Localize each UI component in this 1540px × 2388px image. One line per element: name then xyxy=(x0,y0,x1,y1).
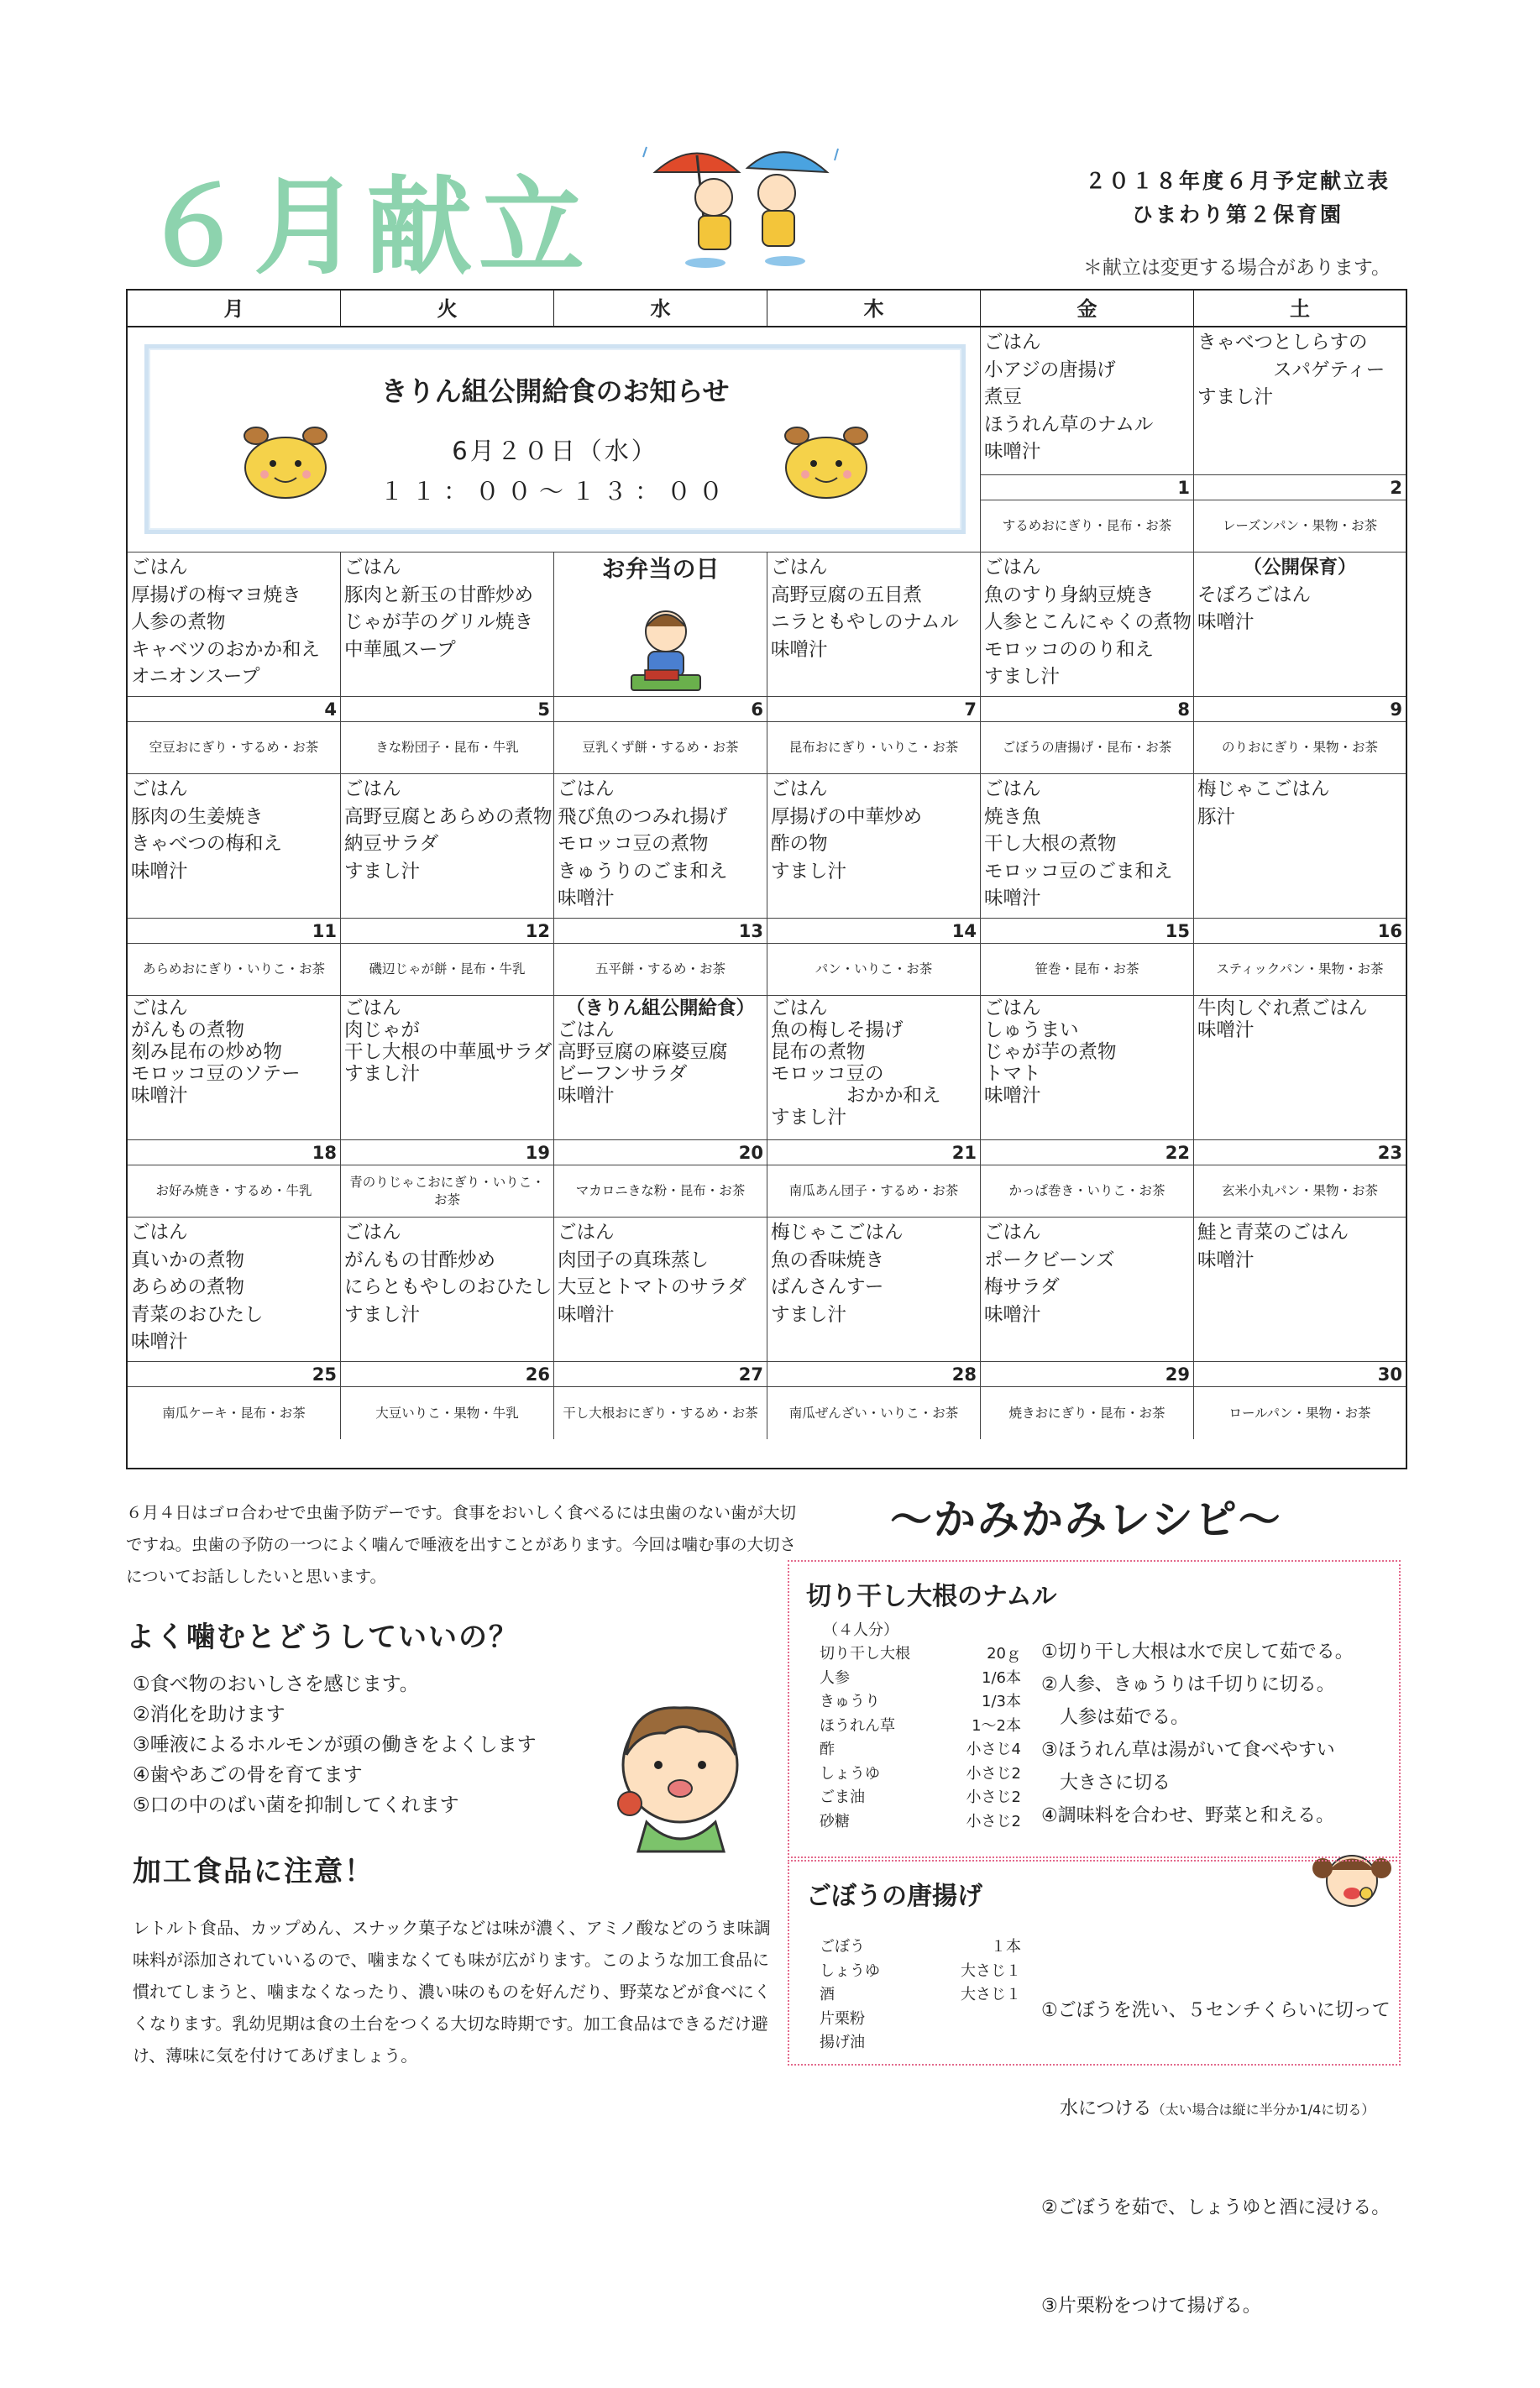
snack-text: 南瓜ケーキ・昆布・お茶 xyxy=(128,1387,341,1439)
notice-box xyxy=(144,344,966,534)
menu-items: 梅じゃこごはん 魚の香味焼き ばんさんすー すまし汁 xyxy=(771,1222,904,1326)
ingredient-quantity: 20ｇ xyxy=(987,1645,1021,1663)
ingredient-row xyxy=(820,1786,1021,1810)
snack-text: 豆乳くず餅・するめ・お茶 xyxy=(554,722,767,774)
snack-text: 干し大根おにぎり・するめ・お茶 xyxy=(554,1387,767,1439)
list-item: ①食べ物のおいしさを感じます。 xyxy=(133,1673,419,1695)
ingredient-row xyxy=(820,1762,1021,1787)
menu-items: 梅じゃこごはん 豚汁 xyxy=(1197,778,1330,828)
snack-text: 笹巻・昆布・お茶 xyxy=(981,944,1194,996)
menu-items: ごはん 高野豆腐の麻婆豆腐 ビーフンサラダ 味噌汁 xyxy=(558,1019,728,1107)
menu-cell xyxy=(981,774,1194,919)
recipe-step xyxy=(1041,2092,1391,2126)
menu-text xyxy=(1194,1218,1406,1275)
menu-heading: お弁当の日 xyxy=(601,555,720,583)
snack-text: 南瓜あん団子・するめ・お茶 xyxy=(767,1165,981,1218)
menu-cell xyxy=(341,774,554,919)
ingredient-quantity: 大さじ１ xyxy=(961,1961,1021,1980)
ingredient-row xyxy=(820,1715,1021,1739)
ingredient-quantity: 小さじ2 xyxy=(966,1812,1021,1830)
menu-cell xyxy=(128,1218,341,1362)
menu-cell xyxy=(1194,774,1406,919)
notice-title: きりん組公開給食のお知らせ xyxy=(380,375,730,407)
menu-cell xyxy=(981,996,1194,1140)
date-number: 5 xyxy=(341,697,554,722)
ingredient-name: 揚げ油 xyxy=(820,2034,865,2051)
snack-text: かっぱ巻き・いりこ・お茶 xyxy=(981,1165,1194,1218)
menu-text xyxy=(341,774,553,887)
menu-items: ごはん 厚揚げの中華炒め 酢の物 すまし汁 xyxy=(771,778,923,882)
snack-text: ロールパン・果物・お茶 xyxy=(1228,1405,1371,1421)
menu-cell xyxy=(554,774,767,919)
menu-items: ごはん 肉団子の真珠蒸し 大豆とトマトのサラダ 味噌汁 xyxy=(558,1222,746,1326)
ingredient-row xyxy=(820,1935,1021,1960)
menu-items: ごはん 真いかの煮物 あらめの煮物 青菜のおひたし 味噌汁 xyxy=(131,1222,264,1353)
ingredient-row xyxy=(820,2031,1021,2055)
eating-boy-illustration xyxy=(598,1696,762,1851)
menu-cell xyxy=(128,774,341,919)
section-heading-kamu: よく噛むとどうしていいの？ xyxy=(126,1621,519,1654)
ingredient-row xyxy=(820,1983,1021,2008)
menu-text xyxy=(1194,552,1406,638)
menu-text xyxy=(1194,996,1406,1043)
ingredient-row xyxy=(820,1642,1021,1667)
ingredient-quantity: 1/6本 xyxy=(982,1668,1021,1687)
menu-items: ごはん 焼き魚 干し大根の煮物 モロッコ豆のごま和え 味噌汁 xyxy=(984,778,1173,909)
recipe-box-namul xyxy=(788,1560,1401,1858)
menu-text xyxy=(128,1218,340,1358)
date-number: 12 xyxy=(341,919,554,944)
menu-text xyxy=(341,1218,553,1330)
menu-text xyxy=(128,774,340,887)
page-title: ６月献立 xyxy=(141,165,591,289)
menu-text xyxy=(128,552,340,693)
menu-items: ごはん 高野豆腐の五目煮 ニラともやしのナムル 味噌汁 xyxy=(771,557,959,661)
menu-items: ごはん 豚肉の生姜焼き きゃべつの梅和え 味噌汁 xyxy=(131,778,283,882)
bento-boy-illustration xyxy=(620,603,712,697)
date-number: 25 xyxy=(128,1362,341,1387)
menu-items: ごはん 飛び魚のつみれ揚げ モロッコ豆の煮物 きゅうりのごま和え 味噌汁 xyxy=(558,778,728,909)
ingredient-name: 人参 xyxy=(820,1668,850,1687)
snack-text: 五平餅・するめ・お茶 xyxy=(554,944,767,996)
snack-text: お好み焼き・するめ・牛乳 xyxy=(128,1165,341,1218)
date-number: 22 xyxy=(981,1140,1194,1165)
date-number: 14 xyxy=(767,919,981,944)
menu-items: ごはん 厚揚げの梅マヨ焼き 人参の煮物 キャベツのおかか和え オニオンスープ xyxy=(131,557,321,688)
kakou-text: レトルト食品、カップめん、スナック菓子などは味が濃く、アミノ酸などのうま味調味料が添加されていいるので、噛まなくても味が広がります。このような加工食品に慣れてしまうと、噛まなくなったり、濃い味のものを好んだり、野菜などが食べにくくなります。乳幼児期は食の土台をつくる大切な時期です。加工食品はできるだけ避け、薄味に気を付けてあげましょう。 xyxy=(133,1918,771,2066)
weekday-header: 土 xyxy=(1194,291,1406,327)
rain-children-illustration xyxy=(638,139,848,273)
ingredient-name: 酢 xyxy=(820,1741,835,1758)
menu-cell xyxy=(554,996,767,1140)
recipe-name: ごぼうの唐揚げ xyxy=(806,1882,982,1911)
menu-items: ごはん 魚のすり身納豆焼き 人参とこんにゃくの煮物 モロッコののり和え すまし汁 xyxy=(984,557,1192,688)
date-number: 21 xyxy=(767,1140,981,1165)
menu-text xyxy=(341,552,553,665)
snack-text: 大豆いりこ・果物・牛乳 xyxy=(341,1387,554,1439)
menu-items: きゃべつとしらすの スパゲティー すまし汁 xyxy=(1197,332,1385,408)
menu-cell xyxy=(767,1218,981,1362)
list-item: ④歯やあごの骨を育てます xyxy=(133,1764,363,1786)
recipe-step: ③片栗粉をつけて揚げる。 xyxy=(1041,2296,1261,2317)
menu-text xyxy=(981,327,1193,468)
menu-cell xyxy=(1194,327,1406,475)
ingredient-list xyxy=(820,1642,1021,1834)
recipe-step-text: 水につける xyxy=(1060,2098,1152,2119)
menu-text xyxy=(981,774,1193,914)
date-number: 20 xyxy=(554,1140,767,1165)
date-number: 7 xyxy=(767,697,981,722)
menu-items: 牛肉しぐれ煮ごはん 味噌汁 xyxy=(1197,998,1368,1041)
list-item: ⑤口の中のばい菌を抑制してくれます xyxy=(133,1794,459,1816)
intro-text: ６月４日はゴロ合わせで虫歯予防デーです。食事をおいしく食べるには虫歯のない歯が大切ですね。虫歯の予防の一つによく噛んで唾液を出すことがあります。今回は噛む事の大切さについてお話ししたいと思います。 xyxy=(126,1503,796,1586)
snack-text: 南瓜ぜんざい・いりこ・お茶 xyxy=(767,1387,981,1439)
snack-text: するめおにぎり・昆布・お茶 xyxy=(981,500,1194,552)
ingredient-quantity xyxy=(937,2031,1021,2055)
date-number: 30 xyxy=(1194,1362,1406,1387)
date-number: 18 xyxy=(128,1140,341,1165)
ingredient-row xyxy=(820,2008,1021,2032)
snack-text: スティックパン・果物・お茶 xyxy=(1194,944,1406,996)
menu-items: ごはん ポークビーンズ 梅サラダ 味噌汁 xyxy=(984,1222,1115,1326)
menu-cell xyxy=(767,996,981,1140)
snack-text: 空豆おにぎり・するめ・お茶 xyxy=(128,722,341,774)
date-number: 11 xyxy=(128,919,341,944)
ingredient-name: しょうゆ xyxy=(820,1764,880,1783)
recipe-steps: ①切り干し大根は水で戻して茹でる。 ②人参、きゅうりは千切りに切る。 人参は茹でる。 ③ほうれん草は湯がいて食べやすい 大きさに切る ④調味料を合わせ、野菜と和える。 xyxy=(1041,1642,1354,1826)
recipe-step-note: （太い場合は縦に半分か1/4に切る） xyxy=(1151,2102,1375,2118)
menu-cell xyxy=(341,996,554,1140)
recipe-section-title: 〜かみかみレシピ〜 xyxy=(890,1495,1282,1544)
servings: （４人分） xyxy=(823,1621,898,1639)
menu-cell xyxy=(1194,552,1406,697)
menu-items: ごはん がんもの煮物 刻み昆布の炒め物 モロッコ豆のソテー 味噌汁 xyxy=(131,998,301,1107)
ingredient-name: ほうれん草 xyxy=(820,1716,895,1735)
year-title: ２０１８年度６月予定献立表 xyxy=(1084,169,1391,193)
menu-text xyxy=(767,774,980,887)
date-number: 9 xyxy=(1194,697,1406,722)
menu-cell xyxy=(1194,996,1406,1140)
ingredient-name: 酒 xyxy=(820,1986,835,2003)
snack-text: 青のりじゃこおにぎり・いりこ・お茶 xyxy=(341,1165,554,1218)
ingredient-quantity: 大さじ１ xyxy=(961,1986,1021,2003)
snack-text: パン・いりこ・お茶 xyxy=(767,944,981,996)
menu-text xyxy=(1194,327,1406,413)
menu-cell xyxy=(128,996,341,1140)
ingredient-quantity: 小さじ2 xyxy=(966,1788,1021,1806)
menu-cell xyxy=(767,774,981,919)
snack-text: のりおにぎり・果物・お茶 xyxy=(1194,722,1406,774)
recipe-step: ①ごぼうを洗い、５センチくらいに切って xyxy=(1041,2000,1391,2021)
ingredient-quantity: 1/3本 xyxy=(982,1693,1021,1710)
ingredient-name: 片栗粉 xyxy=(820,2009,865,2028)
ingredient-quantity: 小さじ2 xyxy=(966,1764,1021,1783)
date-number: 26 xyxy=(341,1362,554,1387)
weekday-header: 木 xyxy=(767,291,981,327)
date-number: 15 xyxy=(981,919,1194,944)
snack-text: 玄米小丸パン・果物・お茶 xyxy=(1194,1165,1406,1218)
weekday-header: 金 xyxy=(981,291,1194,327)
ingredient-row xyxy=(820,1690,1021,1715)
ingredient-name: ごま油 xyxy=(820,1788,865,1806)
recipe-step: ②ごぼうを茹で、しょうゆと酒に浸ける。 xyxy=(1041,2197,1391,2218)
ingredient-name: きゅうり xyxy=(820,1693,880,1710)
menu-text xyxy=(981,552,1193,693)
date-number: 19 xyxy=(341,1140,554,1165)
menu-items: ごはん 肉じゃが 干し大根の中華風サラダ すまし汁 xyxy=(344,998,553,1085)
ingredient-name: しょうゆ xyxy=(820,1961,880,1980)
header-info xyxy=(1085,165,1391,232)
header-note: ＊献立は変更する場合があります。 xyxy=(1082,257,1391,279)
menu-cell xyxy=(1194,1218,1406,1362)
date-number: 28 xyxy=(767,1362,981,1387)
recipe-steps xyxy=(1041,1929,1391,2388)
weekday-header: 月 xyxy=(128,291,341,327)
menu-text xyxy=(554,996,767,1108)
menu-text xyxy=(767,552,980,665)
snack-text: あらめおにぎり・いりこ・お茶 xyxy=(128,944,341,996)
ingredient-quantity xyxy=(937,2008,1021,2032)
ingredient-quantity: 小さじ4 xyxy=(966,1741,1021,1758)
menu-text xyxy=(981,1218,1193,1330)
snack-text: きな粉団子・昆布・牛乳 xyxy=(341,722,554,774)
menu-text xyxy=(554,552,767,585)
ingredient-quantity: １本 xyxy=(991,1938,1021,1956)
date-number: 8 xyxy=(981,697,1194,722)
date-number: 6 xyxy=(554,697,767,722)
menu-cell xyxy=(981,552,1194,697)
menu-items: ごはん 高野豆腐とあらめの煮物 納豆サラダ すまし汁 xyxy=(344,778,553,882)
list-item: ②消化を助けます xyxy=(133,1704,285,1726)
menu-text xyxy=(767,996,980,1130)
menu-text xyxy=(341,996,553,1087)
snack-text: レーズンパン・果物・お茶 xyxy=(1194,500,1406,552)
weekday-header: 水 xyxy=(554,291,767,327)
menu-text xyxy=(767,1218,980,1330)
date-number: 13 xyxy=(554,919,767,944)
snack-text: ごぼうの唐揚げ・昆布・お茶 xyxy=(981,722,1194,774)
notice-date: 6月２０日（水） xyxy=(452,437,658,465)
recipe-box-gobo xyxy=(788,1860,1401,2317)
snack-text: マカロニきな粉・昆布・お茶 xyxy=(554,1165,767,1218)
ingredient-row xyxy=(820,1738,1021,1762)
ingredient-quantity: 1〜2本 xyxy=(972,1716,1021,1735)
menu-items: ごはん 豚肉と新玉の甘酢炒め じゃが芋のグリル焼き 中華風スープ xyxy=(344,557,534,661)
menu-text xyxy=(554,1218,767,1330)
recipe-name: 切り干し大根のナムル xyxy=(806,1582,1057,1611)
snack-text: 焼きおにぎり・昆布・お茶 xyxy=(981,1387,1194,1439)
menu-items: ごはん 小アジの唐揚げ 煮豆 ほうれん草のナムル 味噌汁 xyxy=(984,332,1154,463)
menu-cell xyxy=(767,552,981,697)
date-number: 4 xyxy=(128,697,341,722)
menu-cell xyxy=(128,552,341,697)
kamu-list xyxy=(133,1669,537,1820)
menu-text xyxy=(554,774,767,914)
menu-items: ごはん 魚の梅しそ揚げ 昆布の煮物 モロッコ豆の おかか和え すまし汁 xyxy=(771,998,941,1129)
date-number: 16 xyxy=(1194,919,1406,944)
ingredient-name: 砂糖 xyxy=(820,1812,850,1830)
menu-text xyxy=(1194,774,1406,832)
menu-items: ごはん がんもの甘酢炒め にらともやしのおひたし すまし汁 xyxy=(344,1222,553,1326)
ingredient-name: 切り干し大根 xyxy=(820,1645,910,1663)
snack-text: 昆布おにぎり・いりこ・お茶 xyxy=(767,722,981,774)
section-heading-kakou: 加工食品に注意！ xyxy=(133,1855,375,1888)
menu-heading: （公開保育） xyxy=(1243,557,1357,579)
menu-cell xyxy=(981,1218,1194,1362)
date-number: 27 xyxy=(554,1362,767,1387)
ingredient-name: ごぼう xyxy=(820,1938,865,1956)
nursery-name: ひまわり第２保育園 xyxy=(1131,202,1344,227)
menu-text xyxy=(128,996,340,1108)
list-item: ③唾液によるホルモンが頭の働きをよくします xyxy=(133,1734,537,1756)
ingredient-list xyxy=(820,1935,1021,2055)
date-number: 23 xyxy=(1194,1140,1406,1165)
ingredient-row xyxy=(820,1667,1021,1691)
menu-cell xyxy=(981,327,1194,475)
date-number: 1 xyxy=(981,475,1194,500)
ingredient-row xyxy=(820,1810,1021,1835)
date-number: 29 xyxy=(981,1362,1194,1387)
weekday-header: 火 xyxy=(341,291,554,327)
ingredient-row xyxy=(820,1960,1021,1984)
menu-text xyxy=(981,996,1193,1108)
notice-time: １１：００〜１３：００ xyxy=(379,477,731,505)
menu-items: 鮭と青菜のごはん 味噌汁 xyxy=(1197,1222,1349,1271)
menu-cell xyxy=(341,1218,554,1362)
menu-heading: （きりん組公開給食） xyxy=(565,998,755,1019)
menu-cell xyxy=(341,552,554,697)
menu-items: ごはん しゅうまい じゃが芋の煮物 トマト 味噌汁 xyxy=(984,998,1117,1107)
date-number: 2 xyxy=(1194,475,1406,500)
menu-items: そぼろごはん 味噌汁 xyxy=(1197,584,1312,633)
snack-text: 磯辺じゃが餅・昆布・牛乳 xyxy=(341,944,554,996)
menu-cell xyxy=(554,1218,767,1362)
